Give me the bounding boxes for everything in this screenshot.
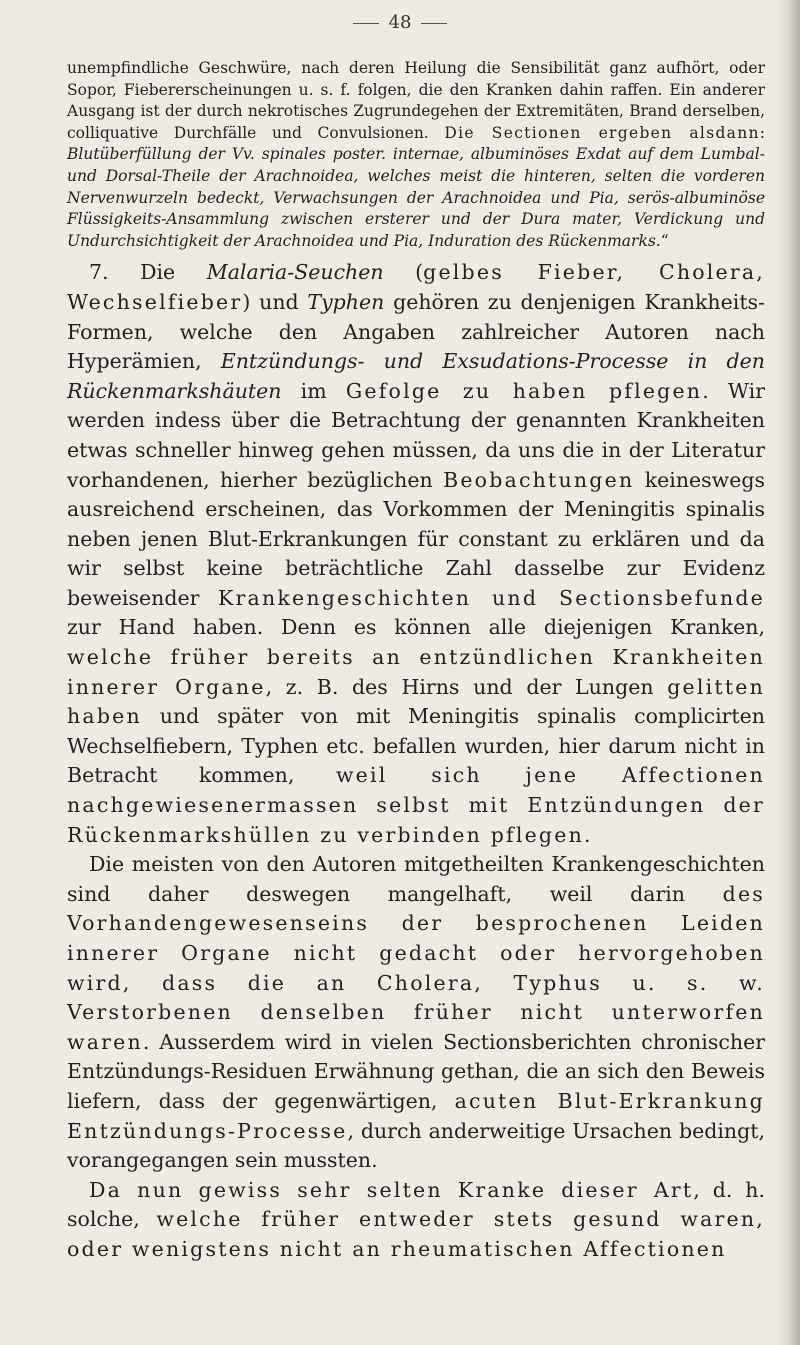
header-rule-right <box>421 23 447 24</box>
spaced-phrase: weil sich jene Affectionen nachgewiesenermassen selbst mit Entzündungen der Rückenmarkshüllen zu verbinden pflegen <box>67 763 766 847</box>
spaced-phrase: Krankengeschichten und Sectionsbefunde <box>218 585 765 610</box>
spaced-phrase: Da nun gewiss sehr selten Kranke dieser Art <box>89 1177 694 1202</box>
spaced-phrase: des Vorhandengewesenseins der besprochenen Leiden innerer Organe nicht gedacht oder hervorgehoben wird, dass die an Cholera, Typhus u. s. w. Verstorbenen denselben früher nicht unterworfen waren <box>67 881 765 1054</box>
page-edge-shadow <box>778 0 800 1345</box>
header-rule-left <box>353 23 379 24</box>
spaced-phrase: Gefolge zu haben pflegen <box>345 378 703 403</box>
text-column <box>67 58 765 1265</box>
italic-phrase: Malaria-Seuchen <box>206 260 384 285</box>
paragraph-3: Die meisten von den Autoren mitgetheilten Krankengeschichten sind daher deswegen mangelhaft, weil darin des Vorhandengewesenseins der besprochenen Leiden innerer Organe nicht gedacht oder hervorgehoben wird, dass die an Cholera, Typhus u. s. w. Verstorbenen denselben früher nicht unterworfen waren. Ausserdem wird in vielen Sectionsberichten chronischer Entzündungs-Residuen Erwähnung gethan, die an sich den Beweis liefern, dass der gegenwärtigen, acuten Blut-Erkrankung Entzündungs-Processe, durch anderweitige Ursachen bedingt, vorangegangen sein mussten. <box>67 852 765 1173</box>
italic-phrase: Typhen <box>307 289 385 314</box>
paragraph-4: Da nun gewiss sehr selten Kranke dieser Art, d. h. solche, welche früher entweder stets gesund waren, oder wenigstens nicht an rheumatischen Affectionen <box>67 1177 765 1261</box>
spaced-phrase: Die Sectionen ergeben alsdann <box>444 123 760 142</box>
spaced-phrase: welche früher entweder stets gesund waren, oder wenigstens nicht an rheumatischen Affectionen <box>67 1207 765 1261</box>
page-number: 48 <box>388 12 412 33</box>
spaced-phrase: gelitten haben <box>67 674 765 729</box>
spaced-phrase: acuten Blut-Erkrankung Entzündungs-Processe <box>67 1088 765 1143</box>
italic-phrase: Blutüberfüllung der Vv. spinales poster. internae, albuminöses Exdat auf dem Lumbal- und Dorsal-Theile der Arachnoidea, welches meist die hinteren, selten die vorderen Nervenwurzeln bedeckt, Verwachsungen der Arachnoidea und Pia, serös-albuminöse Flüssigkeits-Ansammlung zwischen ersterer und der Dura mater, Verdickung und Undurchsichtigkeit der Arachnoidea und Pia, Induration des Rückenmarks. <box>67 145 765 250</box>
spaced-phrase: Beobachtungen <box>443 467 635 492</box>
section-7-paragraph: 7. Die Malaria-Seuchen (gelbes Fieber, Cholera, Wechselfieber) und Typhen gehören zu denjenigen Krankheits-Formen, welche den Angaben zahlreicher Autoren nach Hyperämien, Entzündungs- und Exsudations-Processe in den Rückenmarkshäuten im Gefolge zu haben pflegen. Wir werden indess über die Betrachtung der genannten Krankheiten etwas schneller hinweg gehen müssen, da uns die in der Literatur vorhandenen, hierher bezüglichen Beobachtungen keineswegs ausreichend erscheinen, das Vorkommen der Meningitis spinalis neben jenen Blut-Erkrankungen für constant zu erklären und da wir selbst keine beträchtliche Zahl dasselbe zur Evidenz beweisender Krankengeschichten und Sectionsbefunde zur Hand haben. Denn es können alle diejenigen Kranken, welche früher bereits an entzündlichen Krankheiten innerer Organe, z. B. des Hirns und der Lungen gelitten haben und später von mit Meningitis spinalis complicirten Wechselfiebern, Typhen etc. befallen wurden, hier darum nicht in Betracht kommen, weil sich jene Affectionen nachgewiesenermassen selbst mit Entzündungen der Rückenmarkshüllen zu verbinden pflegen. <box>67 260 766 847</box>
page-header <box>0 12 800 33</box>
fragment-paragraph: unempfindliche Geschwüre, nach deren Heilung die Sensibilität ganz aufhört, oder Sopor, Fiebererscheinungen u. s. f. folgen, die den Kranken dahin raffen. Ein anderer Ausgang ist der durch nekrotisches Zugrundegehen der Extremitäten, Brand derselben, colliquative Durchfälle und Convulsionen. Die Sectionen ergeben alsdann: Blutüberfüllung der Vv. spinales poster. internae, albuminöses Exdat auf dem Lumbal- und Dorsal-Theile der Arachnoidea, welches meist die hinteren, selten die vorderen Nervenwurzeln bedeckt, Verwachsungen der Arachnoidea und Pia, serös-albuminöse Flüssigkeits-Ansammlung zwischen ersterer und der Dura mater, Verdickung und Undurchsichtigkeit der Arachnoidea und Pia, Induration des Rückenmarks.“ <box>67 59 766 250</box>
italic-phrase: Entzündungs- und Exsudations-Processe in den Rückenmarkshäuten <box>67 349 765 403</box>
spaced-phrase: welche früher bereits an entzündlichen Krankheiten innerer Organe <box>67 645 765 699</box>
spaced-phrase: gelbes Fieber, Cholera, Wechselfieber <box>67 260 766 314</box>
